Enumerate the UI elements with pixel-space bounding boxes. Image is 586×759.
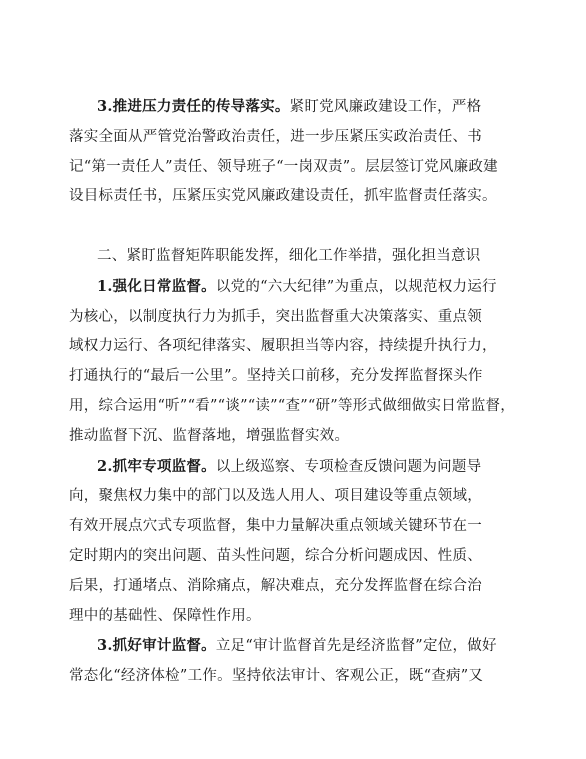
paragraph-line: 落实全面从严管党治警政治责任，进一步压紧压实政治责任、书 bbox=[69, 128, 482, 145]
paragraph-line: 定时期内的突出问题、苗头性问题，综合分析问题成因、性质、 bbox=[69, 547, 482, 564]
document-body bbox=[69, 92, 518, 692]
paragraph-line: 后果，打通堵点、消除痛点，解决难点，充分发挥监督在综合治 bbox=[69, 577, 482, 594]
paragraph-text: 以上级巡察、专项检查反馈问题为问题导 bbox=[215, 458, 482, 475]
paragraph-line: 设目标责任书，压紧压实党风廉政建设责任，抓牢监督责任落实。 bbox=[69, 188, 497, 205]
paragraph-daily-supervision bbox=[69, 272, 518, 452]
paragraph-first-line bbox=[69, 452, 518, 483]
paragraph-audit-supervision bbox=[69, 631, 518, 692]
paragraph-lead: 3.抓好审计监督。 bbox=[97, 637, 216, 655]
section-heading-text: 二、紧盯监督矩阵职能发挥，细化工作举措，强化担当意识 bbox=[97, 247, 481, 264]
section-heading bbox=[69, 242, 518, 272]
paragraph-line: 推动监督下沉、监督落地，增强监督实效。 bbox=[69, 427, 350, 444]
paragraph-lead: 2.抓牢专项监督。 bbox=[97, 457, 216, 475]
paragraph-special-supervision bbox=[69, 452, 518, 632]
paragraph-line: 有效开展点穴式专项监督，集中力量解决重点领域关键环节在一 bbox=[69, 518, 482, 535]
paragraph-first-line bbox=[69, 92, 518, 123]
paragraph-text: 立足“审计监督首先是经济监督”定位，做好 bbox=[215, 638, 497, 655]
paragraph-line: 记“第一责任人”责任、领导班子“一岗双责”。层层签订党风廉政建 bbox=[69, 158, 498, 175]
paragraph-line: 常态化“经济体检”工作。坚持依法审计、客观公正，既“查病”又 bbox=[69, 668, 484, 685]
paragraph-spacer bbox=[69, 212, 518, 242]
paragraph-line: 向，聚焦权力集中的部门以及选人用人、项目建设等重点领域， bbox=[69, 488, 482, 505]
paragraph-lead: 3.推进压力责任的传导落实。 bbox=[97, 98, 290, 115]
paragraph-text: 紧盯党风廉政建设工作，严格 bbox=[289, 99, 482, 115]
paragraph-pressure-responsibility bbox=[69, 92, 518, 212]
paragraph-line: 打通执行的“最后一公里”。坚持关口前移，充分发挥监督探头作 bbox=[69, 368, 483, 385]
paragraph-lead: 1.强化日常监督。 bbox=[97, 277, 216, 295]
paragraph-line: 域权力运行、各项纪律落实、履职担当等内容，持续提升执行力， bbox=[69, 338, 497, 355]
paragraph-line: 为核心，以制度执行力为抓手，突出监督重大决策落实、重点领 bbox=[69, 308, 482, 325]
paragraph-first-line bbox=[69, 272, 518, 303]
paragraph-text: 以党的“六大纪律”为重点，以规范权力运行 bbox=[215, 278, 497, 295]
paragraph-line: 用，综合运用“听”“看”“谈”“读”“查”“研”等形式做细做实日常监督， bbox=[69, 397, 515, 414]
paragraph-line: 理中的基础性、保障性作用。 bbox=[69, 607, 261, 624]
paragraph-first-line bbox=[69, 631, 518, 662]
